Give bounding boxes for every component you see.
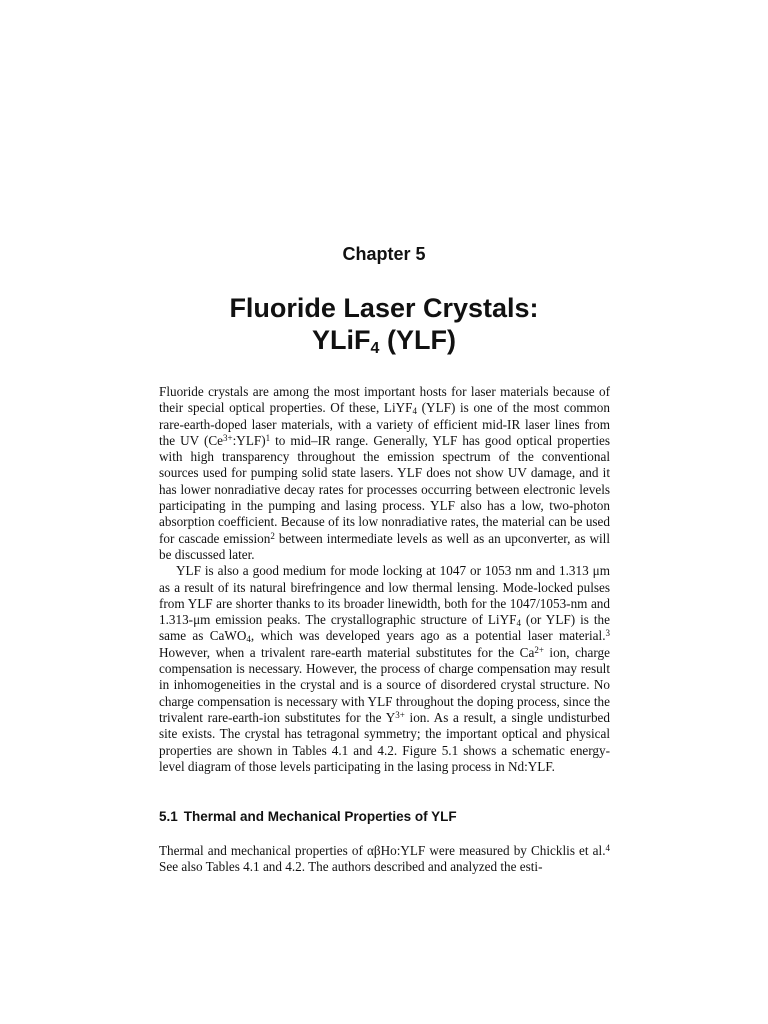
section-heading — [159, 809, 610, 824]
footnote-ref: 3 — [605, 628, 610, 639]
chapter-title — [0, 292, 768, 356]
superscript: 3+ — [223, 432, 233, 443]
paragraph-3 — [159, 843, 610, 876]
paragraph-1-text: :YLF) — [232, 432, 266, 448]
chapter-title-subscript: 4 — [370, 340, 380, 357]
paragraph-1-text: Fluoride crystals are among the most important hosts for laser materials because of their special optical properties. Of these, LiYF — [159, 384, 610, 416]
paragraph-2-text: (or YLF) is the same as CaWO — [159, 612, 610, 644]
section-text-block — [159, 843, 610, 876]
chapter-title-abbrev: (YLF) — [379, 325, 456, 355]
footnote-ref: 2 — [270, 530, 275, 541]
paragraph-2-text: ion. As a result, a single undisturbed site exists. The crystal has tetragonal symmetry; the important optical and physical properties are shown in Tables 4.1 and 4.2. Figure 5.1 shows a schematic energy-level diagram of those levels participating in the lasing process in Nd:YLF. — [159, 709, 610, 774]
paragraph-1-text: between intermediate levels as well as an upconverter, as will be discussed later. — [159, 530, 611, 562]
section-number: 5.1 — [159, 809, 178, 824]
paragraph-3-text: See also Tables 4.1 and 4.2. The authors described and analyzed the esti- — [159, 859, 543, 875]
subscript: 4 — [246, 634, 251, 645]
superscript: 3+ — [395, 709, 405, 720]
paragraph-2-text: , which was developed years ago as a potential laser material. — [250, 628, 606, 644]
paragraph-1-text: (YLF) is one of the most common rare-earth-doped laser materials, with a variety of efficient mid-IR laser lines from the UV (Ce — [159, 400, 610, 448]
chapter-title-line-1: Fluoride Laser Crystals: — [229, 293, 539, 323]
subscript: 4 — [516, 618, 521, 629]
chapter-label: Chapter 5 — [342, 244, 426, 264]
chapter-title-formula: YLiF — [312, 325, 371, 355]
paragraph-2-text: ion, charge compensation is necessary. However, the process of charge compensation may result in inhomogeneities in the crystal and is a source of disordered crystal structure. No charge compensation is necessary with YLF throughout the doping process, since the trivalent rare-earth-ion substitutes for the Y — [159, 644, 610, 725]
subscript: 4 — [412, 406, 417, 417]
paragraph-1 — [159, 384, 610, 563]
paragraph-2 — [159, 563, 610, 775]
intro-text-block — [159, 384, 610, 775]
paragraph-2-text: YLF is also a good medium for mode locking at 1047 or 1053 nm and 1.313 μm as a result of its natural birefringence and low thermal lensing. Mode-locked pulses from YLF are shorter thanks to its broader linewidth, both for the 1047/1053-nm and 1.313-μm emission peaks. The crystallographic structure of LiYF — [159, 563, 610, 628]
paragraph-3-text: Thermal and mechanical properties of αβHo:YLF were measured by Chicklis et al. — [159, 843, 606, 858]
superscript: 2+ — [534, 644, 544, 655]
paragraph-2-text: However, when a trivalent rare-earth material substitutes for the Ca — [159, 644, 535, 660]
chapter-title-line-2 — [0, 324, 768, 356]
footnote-ref: 1 — [265, 432, 271, 443]
paragraph-1-text: to mid–IR range. Generally, YLF has good optical properties with high transparency throughout the emission spectrum of the conventional sources used for pumping solid state lasers. YLF does not show UV damage, and it has lower nonradiative decay rates for processes occurring between electronic levels participating in the pumping and lasing process. YLF also has a low, two-photon absorption coefficient. Because of its low nonradiative rates, the material can be used for cascade emission — [159, 432, 610, 546]
section-title: Thermal and Mechanical Properties of YLF — [183, 809, 457, 824]
footnote-ref: 4 — [605, 843, 610, 853]
